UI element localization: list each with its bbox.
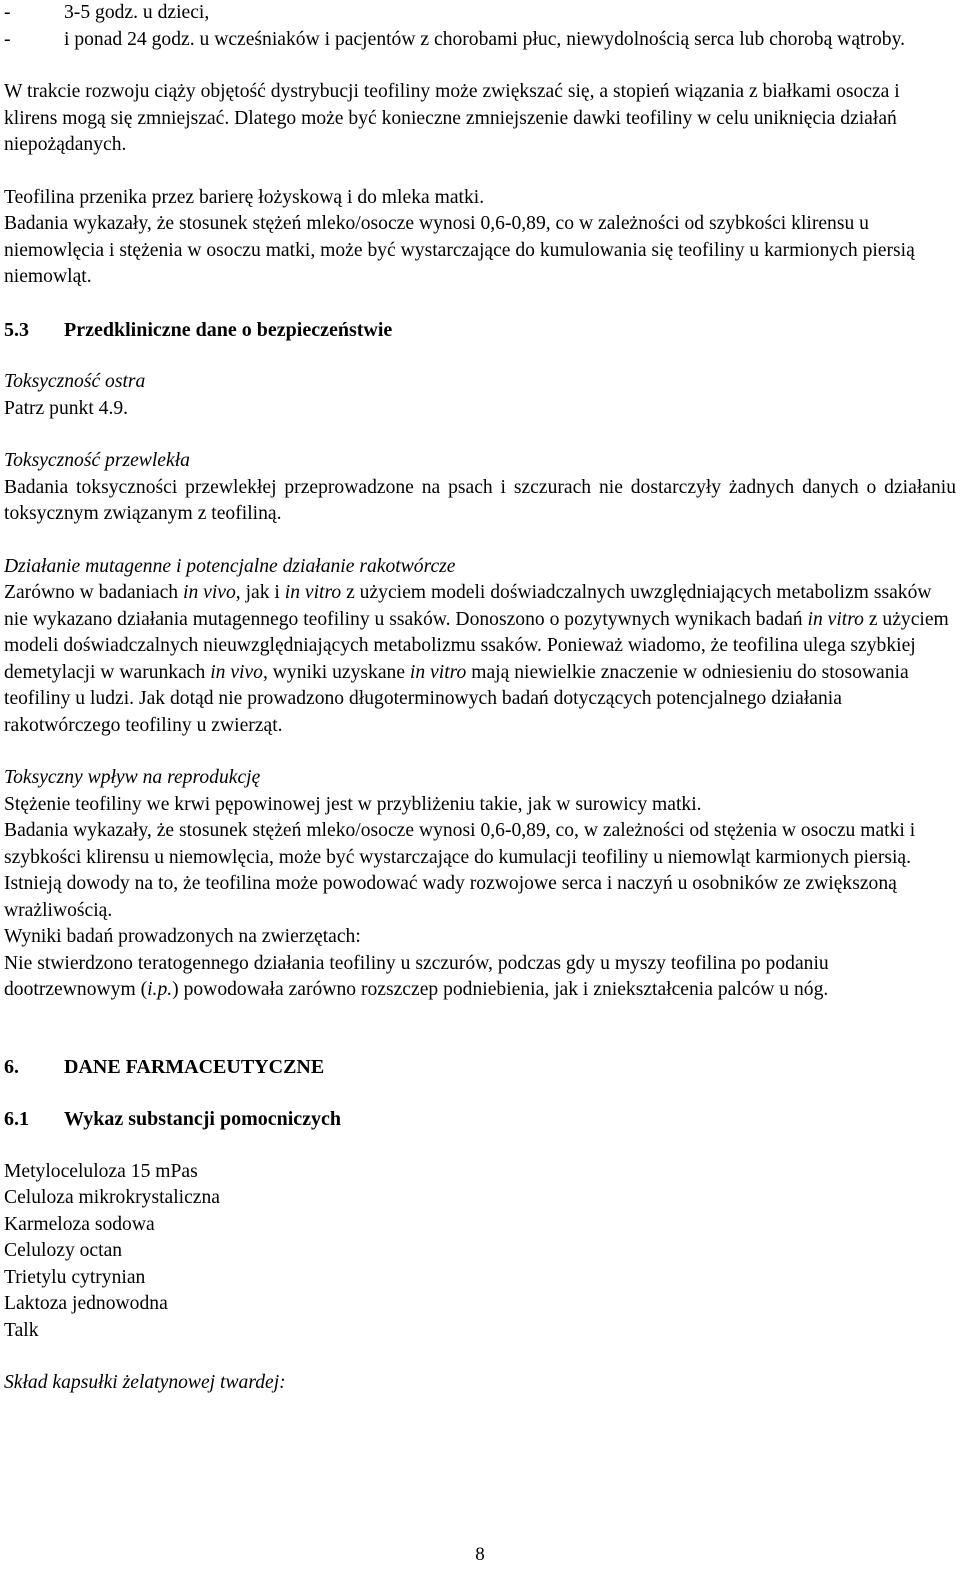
list-item: Trietylu cytrynian (4, 1266, 146, 1288)
list-item: Talk (4, 1319, 39, 1341)
text-run: ) powodowała zarówno rozszczep podniebienia, jak i zniekształcenia palców u nóg. (172, 979, 829, 1000)
subheading-acute-toxicity: Toksyczność ostra (4, 371, 146, 392)
list-item-text: 3-5 godz. u dzieci, (64, 2, 210, 23)
text-run: z użyciem modeli doświadczalnych uwzględniających metabolizm ssaków nie wykazano działania mutagennego teofiliny u ssaków. Donoszono o pozytywnych wynikach badań (4, 582, 932, 630)
document-page (4, 0, 956, 1397)
text-run: mają niewielkie znaczenie w odniesieniu do stosowania teofiliny u ludzi. Jak dotąd nie prowadzono długoterminowych badań dotyczących potencjalnego działania rakotwórczego teofiliny u zwierząt. (4, 661, 909, 736)
italic-term: in vitro (284, 582, 342, 603)
list-dash: - (4, 2, 11, 23)
page-number: 8 (475, 1544, 485, 1565)
section-heading-6 (4, 1054, 956, 1081)
paragraph-placenta: Teofilina przenika przez barierę łożyskową i do mleka matki. (4, 186, 485, 208)
paragraph-animal-studies-intro: Wyniki badań prowadzonych na zwierzętach: (4, 926, 361, 947)
list-item (4, 0, 956, 27)
list-item: Celulozy octan (4, 1240, 123, 1261)
italic-term: in vitro (409, 661, 467, 683)
section-number: 5.3 (4, 318, 29, 341)
section-heading-5-3 (4, 317, 956, 344)
list-dash: - (4, 28, 11, 50)
paragraph-cord-blood: Stężenie teofiliny we krwi pępowinowej jest w przybliżeniu takie, jak w surowicy matki. (4, 793, 702, 815)
list-item: Karmeloza sodowa (4, 1213, 155, 1235)
italic-term: in vivo (210, 661, 263, 683)
paragraph-acute-toxicity: Patrz punkt 4.9. (4, 397, 129, 419)
list-item: Celuloza mikrokrystaliczna (4, 1187, 221, 1208)
paragraph-heart-defects: Istnieją dowody na to, że teofilina może powodować wady rozwojowe serca i naczyń u osobników ze zwiększoną wrażliwością. (4, 873, 897, 921)
section-title: Przedkliniczne dane o bezpieczeństwie (64, 318, 393, 341)
section-number: 6.1 (4, 1108, 29, 1130)
list-item (4, 27, 956, 54)
italic-term: in vivo (183, 582, 236, 603)
paragraph-chronic-toxicity: Badania toksyczności przewlekłej przeprowadzone na psach i szczurach nie dostarczyły żadnych danych o działaniu toksycznym związanym z teofiliną. (4, 476, 956, 524)
text-run: , jak i (235, 582, 285, 603)
subheading-chronic-toxicity: Toksyczność przewlekła (4, 450, 190, 471)
subheading-reproductive: Toksyczny wpływ na reprodukcję (4, 767, 261, 788)
italic-term: i.p. (147, 979, 173, 1000)
excipient-list (4, 1159, 956, 1345)
section-title: DANE FARMACEUTYCZNE (64, 1055, 325, 1078)
paragraph-teratogenic (4, 951, 956, 1004)
paragraph-milk-plasma: Badania wykazały, że stosunek stężeń mleko/osocze wynosi 0,6-0,89, co, w zależności od stężenia w osoczu matki i szybkości klirensu u niemowlęcia, może być wystarczające do kumulacji teofiliny u niemowląt karmionych piersią. (4, 820, 916, 868)
text-run: Zarówno w badaniach (4, 582, 183, 603)
section-heading-6-1 (4, 1106, 956, 1133)
paragraph-mutagenic (4, 580, 956, 739)
text-run: , wyniki uzyskane (262, 661, 410, 683)
section-title: Wykaz substancji pomocniczych (64, 1108, 342, 1130)
list-item: Metyloceluloza 15 mPas (4, 1160, 198, 1182)
paragraph-milk-ratio: Badania wykazały, że stosunek stężeń mleko/osocze wynosi 0,6-0,89, co w zależności od szybkości klirensu u niemowlęcia i stężenia w osoczu matki, może być wystarczające do kumulowania się teofiliny u karmionych piersią niemowląt. (4, 213, 915, 287)
list-item-text: i ponad 24 godz. u wcześniaków i pacjentów z chorobami płuc, niewydolnością serca lub chorobą wątroby. (64, 28, 906, 50)
section-number: 6. (4, 1055, 19, 1078)
italic-term: in vitro (807, 608, 864, 630)
text-run: Nie stwierdzono teratogennego działania teofiliny u szczurów, podczas gdy u myszy teofilina po podaniu dootrzewnowym ( (4, 952, 829, 1000)
subheading-capsule-composition: Skład kapsułki żelatynowej twardej: (4, 1372, 286, 1393)
paragraph-pregnancy: W trakcie rozwoju ciąży objętość dystrybucji teofiliny może zwiększać się, a stopień wiązania z białkami osocza i klirens mogą się zmniejszać. Dlatego może być konieczne zmniejszenie dawki teofiliny w celu uniknięcia działań niepożądanych. (4, 81, 900, 155)
text-run: z użyciem modeli doświadczalnych nieuwzględniających metabolizmu ssaków. Ponieważ wiadomo, że teofilina ulega szybkiej demetylacji w warunkach (4, 608, 949, 683)
list-item: Laktoza jednowodna (4, 1293, 168, 1314)
subheading-mutagenic: Działanie mutagenne i potencjalne działanie rakotwórcze (4, 555, 456, 577)
